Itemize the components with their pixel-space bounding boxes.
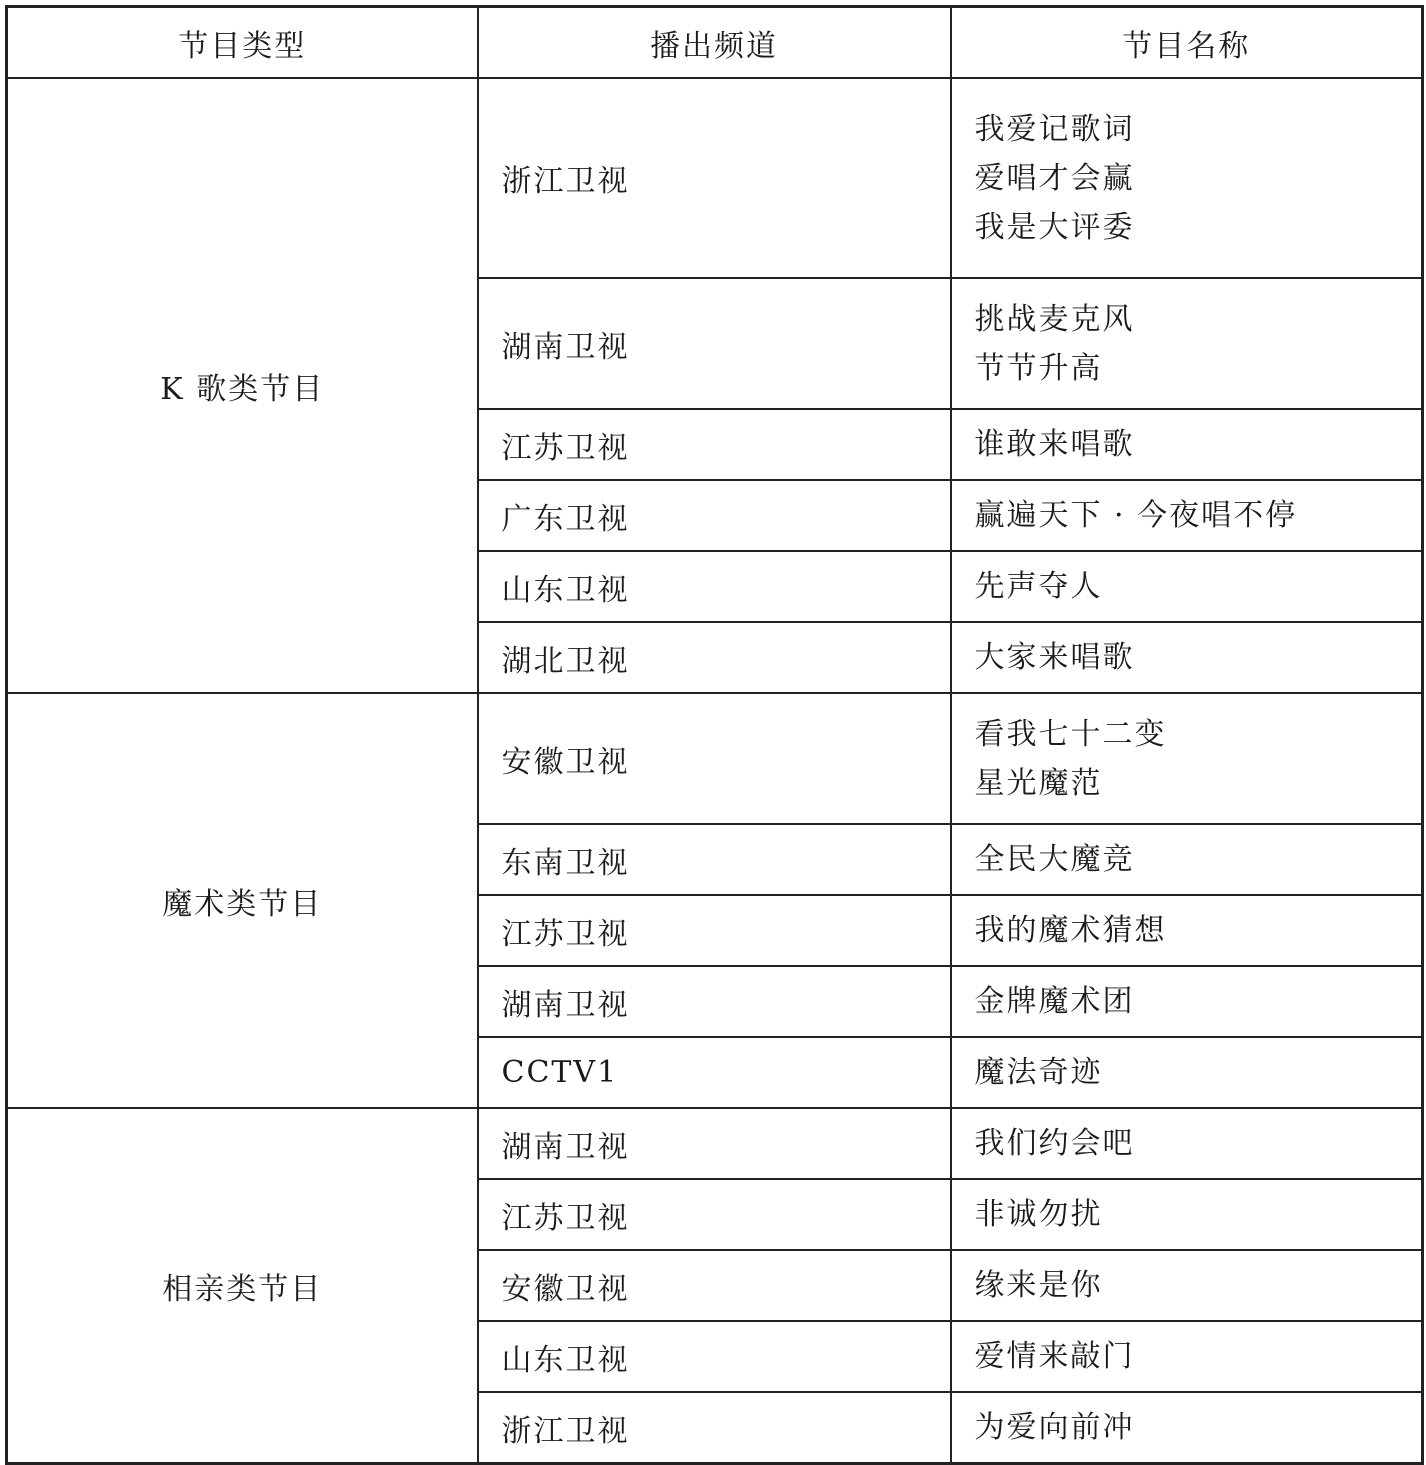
program-cell — [951, 480, 1423, 551]
program-name: 非诚勿扰 — [974, 1197, 1103, 1232]
program-cell — [951, 1037, 1423, 1108]
program-name: 金牌魔术团 — [974, 984, 1135, 1019]
channel-cell: 浙江卫视 — [478, 1392, 951, 1464]
program-name: 节节升高 — [974, 350, 1103, 386]
channel-cell: 浙江卫视 — [478, 78, 951, 278]
program-cell — [951, 551, 1423, 622]
program-name: 大家来唱歌 — [974, 640, 1135, 675]
program-cell — [951, 1179, 1423, 1250]
program-table — [5, 5, 1424, 1465]
program-cell — [951, 895, 1423, 966]
table-body — [7, 78, 1423, 1464]
header-channel: 播出频道 — [478, 7, 951, 79]
program-name: 魔法奇迹 — [974, 1055, 1103, 1090]
program-name: 先声夺人 — [974, 569, 1103, 604]
program-cell — [951, 1250, 1423, 1321]
table-row — [7, 78, 1423, 278]
channel-cell: 湖南卫视 — [478, 278, 951, 409]
program-name: 看我七十二变 — [974, 716, 1167, 752]
header-row — [7, 7, 1423, 79]
program-cell — [951, 622, 1423, 693]
channel-cell: CCTV1 — [478, 1037, 951, 1108]
channel-cell: 山东卫视 — [478, 1321, 951, 1392]
program-cell — [951, 278, 1423, 409]
program-name: 我们约会吧 — [974, 1126, 1135, 1161]
channel-cell: 安徽卫视 — [478, 1250, 951, 1321]
program-cell — [951, 409, 1423, 480]
program-name: 爱情来敲门 — [974, 1339, 1135, 1374]
channel-cell: 东南卫视 — [478, 824, 951, 895]
category-cell: 相亲类节目 — [7, 1108, 478, 1464]
program-cell — [951, 78, 1423, 278]
category-cell: 魔术类节目 — [7, 693, 478, 1108]
program-cell — [951, 693, 1423, 824]
program-cell — [951, 1392, 1423, 1464]
program-name: 全民大魔竞 — [974, 842, 1135, 877]
channel-cell: 广东卫视 — [478, 480, 951, 551]
channel-cell: 湖北卫视 — [478, 622, 951, 693]
channel-cell: 湖南卫视 — [478, 1108, 951, 1179]
category-cell: K 歌类节目 — [7, 78, 478, 693]
channel-cell: 山东卫视 — [478, 551, 951, 622]
program-name: 爱唱才会赢 — [974, 160, 1135, 196]
program-cell — [951, 1108, 1423, 1179]
program-name: 星光魔范 — [974, 765, 1103, 801]
channel-cell: 江苏卫视 — [478, 409, 951, 480]
program-name: 为爱向前冲 — [974, 1410, 1135, 1445]
channel-cell: 安徽卫视 — [478, 693, 951, 824]
table-row — [7, 1108, 1423, 1179]
program-name: 赢遍天下 · 今夜唱不停 — [974, 498, 1298, 533]
channel-cell: 江苏卫视 — [478, 1179, 951, 1250]
program-name: 挑战麦克风 — [974, 301, 1135, 337]
header-category: 节目类型 — [7, 7, 478, 79]
program-cell — [951, 966, 1423, 1037]
channel-cell: 江苏卫视 — [478, 895, 951, 966]
channel-cell: 湖南卫视 — [478, 966, 951, 1037]
program-cell — [951, 824, 1423, 895]
program-name: 谁敢来唱歌 — [974, 427, 1135, 462]
program-name: 我爱记歌词 — [974, 111, 1135, 147]
program-name: 我是大评委 — [974, 209, 1135, 245]
table-row — [7, 693, 1423, 824]
header-program: 节目名称 — [951, 7, 1423, 79]
program-cell — [951, 1321, 1423, 1392]
program-name: 缘来是你 — [974, 1268, 1103, 1303]
program-name: 我的魔术猜想 — [974, 913, 1167, 948]
